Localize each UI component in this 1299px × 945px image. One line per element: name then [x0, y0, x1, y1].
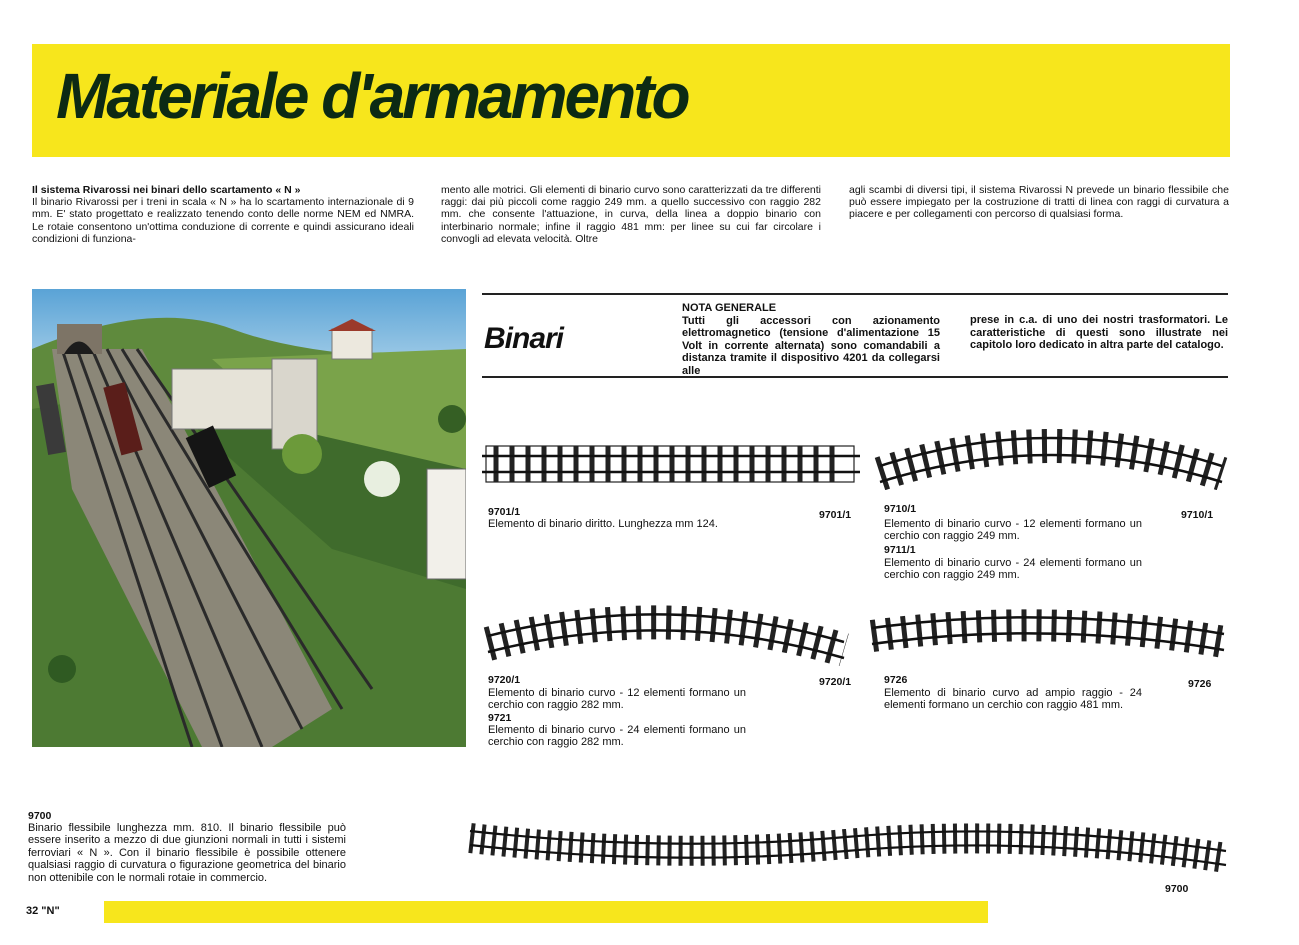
intro-text-2: mento alle motrici. Gli elementi di binario curvo sono caratterizzati da tre differenti raggi: dai più piccoli come raggio 249 mm. a quello successivo con raggio 282 mm. che consente l'attuazione, in curva, della linea a doppio binario con interbinario normale; infine il raggio 481 mm: per linee su cui far circolare i convogli ad elevata velocità. Oltre [441, 184, 821, 245]
section-title-binari: Binari [484, 322, 564, 355]
section-rule-top [482, 293, 1228, 295]
intro-column-1 [32, 184, 414, 245]
section-rule-bottom [482, 376, 1228, 378]
product-code-9700: 9700 [28, 810, 52, 822]
product-desc-9720: Elemento di binario curvo - 12 elementi formano un cerchio con raggio 282 mm. [488, 687, 746, 712]
product-tag-9701: 9701/1 [819, 509, 852, 521]
product-tag-9726: 9726 [1188, 678, 1212, 690]
nota-generale-continued [970, 314, 1228, 352]
product-desc-9711: Elemento di binario curvo - 24 elementi formano un cerchio con raggio 249 mm. [884, 557, 1142, 582]
intro-text-3: agli scambi di diversi tipi, il sistema Rivarossi N prevede un binario flessibile che può essere impiegato per la costruzione di tratti di linea con raggi di curvatura a piacere e per collegamenti con percorso di qualsiasi forma. [849, 184, 1229, 221]
track-image-9710 [872, 428, 1230, 490]
track-image-9720 [480, 604, 852, 666]
nota-text-1: Tutti gli accessori con azionamento elettromagnetico (tensione d'alimentazione 15 Volt in corrente alternata) sono comandabili a distanza tramite il dispositivo 4201 da collegarsi alle [682, 314, 940, 377]
product-code-9701: 9701/1 [488, 506, 521, 518]
product-code-9710: 9710/1 [884, 503, 917, 515]
track-image-9700 [466, 814, 1230, 874]
model-railway-photo [32, 289, 466, 747]
product-code-9720: 9720/1 [488, 674, 521, 686]
product-tag-9720: 9720/1 [819, 676, 852, 688]
product-code-9711: 9711/1 [884, 544, 916, 556]
product-desc-9701: Elemento di binario diritto. Lunghezza mm 124. [488, 518, 718, 530]
track-image-9726 [866, 602, 1230, 658]
page-title: Materiale d'armamento [56, 60, 688, 132]
intro-heading: Il sistema Rivarossi nei binari dello scartamento « N » [32, 184, 301, 196]
intro-text-1: Il binario Rivarossi per i treni in scala « N » ha lo scartamento internazionale di 9 mm. E' stato progettato e realizzato tenendo conto delle norme NEM ed NMRA. Le rotaie consentono un'ottima conduzione di corrente e quindi assicurano ideali condizioni di funziona- [32, 196, 414, 245]
intro-column-3 [849, 184, 1229, 221]
nota-heading: NOTA GENERALE [682, 302, 777, 314]
product-code-9721: 9721 [488, 712, 512, 724]
nota-text-2: prese in c.a. di uno dei nostri trasformatori. Le caratteristiche di questi sono illustrate nei capitolo loro dedicato in altra parte del catalogo. [970, 314, 1228, 351]
page-number: 32 "N" [26, 905, 60, 917]
product-tag-9710: 9710/1 [1181, 509, 1214, 521]
product-tag-9700: 9700 [1165, 883, 1189, 895]
footer-bar [104, 901, 988, 923]
product-desc-9700: Binario flessibile lunghezza mm. 810. Il binario flessibile può essere inserito a mezzo di due giunzioni normali in tutti i sistemi ferroviari « N ». Con il binario flessibile è possibile ottenere qualsiasi raggio di curvatura o figurazione geometrica del binario non ottenibile con le normali rotaie in commercio. [28, 822, 346, 884]
product-desc-9721: Elemento di binario curvo - 24 elementi formano un cerchio con raggio 282 mm. [488, 724, 746, 749]
nota-generale [682, 302, 940, 377]
product-desc-9710: Elemento di binario curvo - 12 elementi formano un cerchio con raggio 249 mm. [884, 518, 1142, 543]
track-image-9701 [480, 438, 862, 490]
product-desc-9726: Elemento di binario curvo ad ampio raggio - 24 elementi formano un cerchio con raggio 481 mm. [884, 687, 1142, 712]
product-code-9726: 9726 [884, 674, 908, 686]
intro-column-2 [441, 184, 821, 245]
